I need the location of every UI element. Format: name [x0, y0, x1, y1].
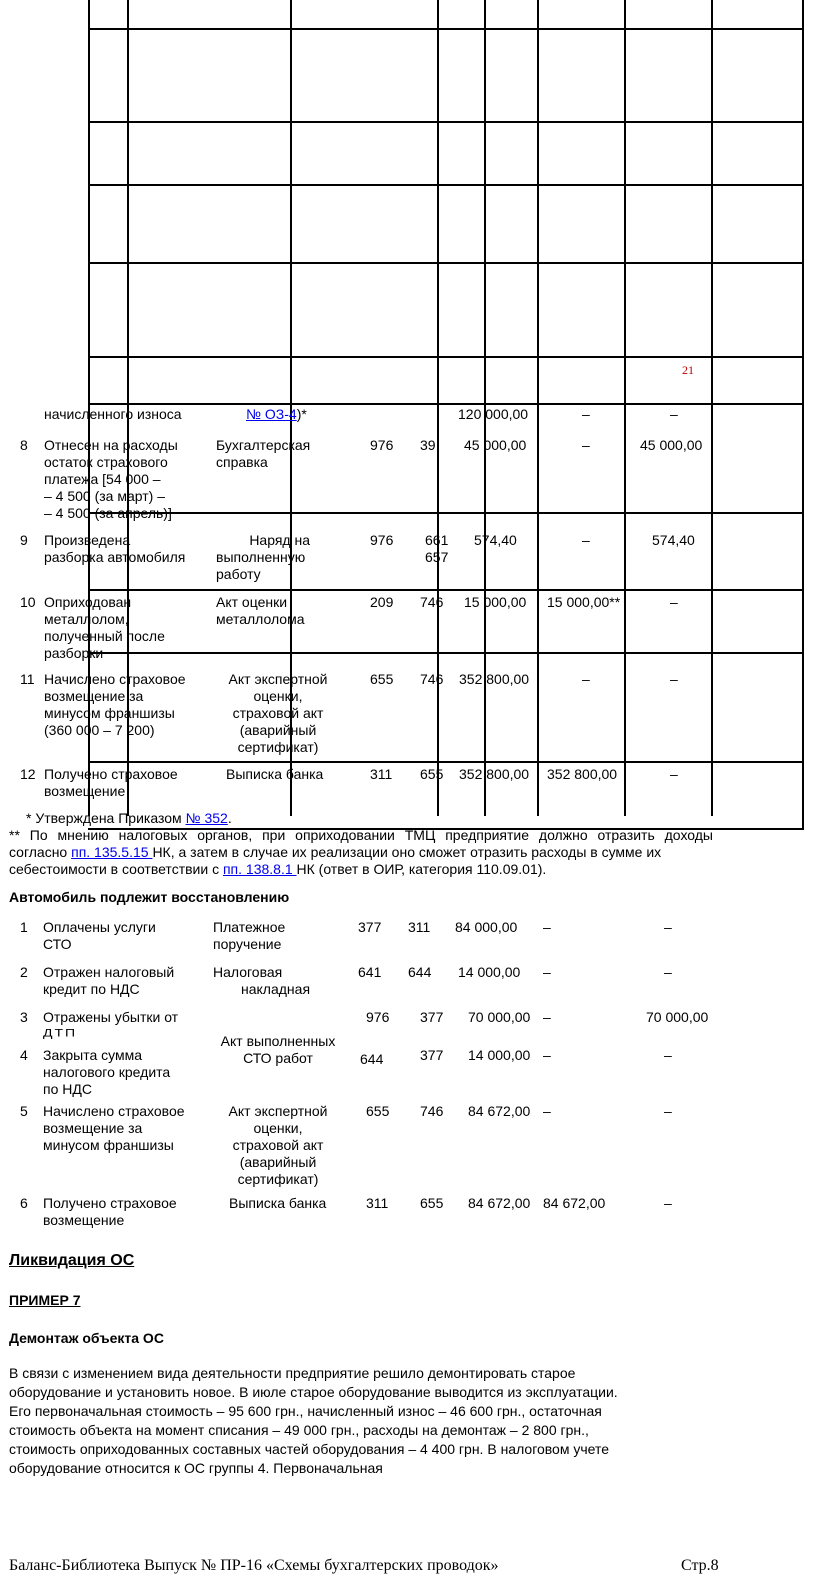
cell-num: 10 — [20, 594, 36, 610]
cell-num: 2 — [20, 964, 28, 980]
cell-doc: Платежное поручение — [213, 919, 286, 952]
cell-dt: 976 — [370, 532, 394, 548]
cell-kt-sum: 70 000,00 — [646, 1009, 709, 1025]
cell-num: 5 — [20, 1103, 28, 1119]
cell-num: 4 — [20, 1047, 28, 1063]
cell-dt: 311 — [370, 766, 393, 782]
cell-kt: 746 — [420, 1103, 444, 1119]
example-paragraph: В связи с изменением вида деятельности предприятие решило демонтировать старое оборудование и установить новое. В июле старое оборудование выводится из эксплуатации. Его первоначальная стоимость – 95 600 грн., начисленный износ – 46 600 грн., остаточная стоимость объекта на момент списания – 49 000 грн., расходы на демонтаж – 2 800 грн., стоимость оприходованных составных частей оборудования – 4 400 грн. В налоговом учете оборудование относится к ОС группы 4. Первоначальная — [9, 1365, 618, 1476]
cell-dt-sum: 352 800,00 — [547, 766, 618, 782]
order-link[interactable]: № 352 — [185, 810, 228, 826]
cell-amount: 15 000,00 — [464, 594, 527, 610]
cell-dt-sum: – — [543, 964, 551, 980]
cell-desc: начисленного износа — [44, 406, 182, 422]
cell-amount: 84 672,00 — [468, 1103, 531, 1119]
cell-kt: 661 657 — [425, 532, 449, 565]
grid-hline — [88, 356, 804, 358]
cell-doc: Акт выполненных СТО работ — [220, 1033, 336, 1066]
cell-doc: № ОЗ-4)* — [246, 406, 307, 422]
cell-num: 3 — [20, 1009, 28, 1025]
grid-hline — [88, 121, 804, 123]
cell-kt: 644 — [408, 964, 432, 980]
cell-desc: Получено страховое возмещение — [44, 766, 178, 799]
cell-desc: Оплачены услуги СТО — [43, 919, 156, 952]
example-subtitle: Демонтаж объекта ОС — [9, 1330, 164, 1346]
cell-kt-sum: 45 000,00 — [640, 437, 703, 453]
cell-doc: Акт экспертной оценки, страховой акт (аварийный сертификат) — [228, 1103, 328, 1187]
cell-amount: 574,40 — [474, 532, 517, 548]
cell-dt-sum: – — [543, 1047, 551, 1063]
cell-kt-sum: – — [670, 671, 678, 687]
cell-doc: Бухгалтерская справка — [216, 437, 311, 470]
grid-hline — [88, 403, 804, 405]
cell-kt-sum: – — [664, 919, 672, 935]
cell-dt-sum: – — [543, 919, 551, 935]
cell-kt-sum: – — [664, 1103, 672, 1119]
cell-desc: Оприходован металлолом, полученный после разборки — [44, 594, 165, 661]
tax-code-link[interactable]: пп. 138.8.1 — [222, 861, 297, 877]
cell-doc: Акт оценки металлолома — [216, 594, 305, 627]
grid-hline — [88, 512, 804, 514]
doc-link[interactable]: № ОЗ-4 — [246, 406, 297, 422]
cell-dt-sum: 15 000,00** — [547, 594, 621, 610]
cell-doc: Налоговая накладная — [213, 964, 311, 997]
grid-hline — [88, 761, 804, 763]
cell-dt-sum: – — [582, 532, 590, 548]
grid-hline — [88, 28, 804, 30]
cell-dt-sum: – — [582, 437, 590, 453]
cell-dt-sum: – — [582, 406, 590, 422]
cell-num: 11 — [20, 671, 35, 687]
cell-kt-sum: – — [670, 766, 678, 782]
cell-num: 9 — [20, 532, 28, 548]
grid-hline — [88, 184, 804, 186]
cell-desc: Начислено страховое возмещение за минусом франшизы — [43, 1103, 185, 1153]
cell-amount: 352 800,00 — [459, 766, 530, 782]
cell-kt: 377 — [420, 1047, 444, 1063]
grid-hline — [88, 589, 804, 591]
cell-dt: 976 — [370, 437, 394, 453]
cell-amount: 84 000,00 — [455, 919, 518, 935]
cell-amount: 45 000,00 — [464, 437, 527, 453]
footer-title: Баланс-Библиотека Выпуск № ПР-16 «Схемы бухгалтерских проводок» — [9, 1557, 499, 1574]
cell-desc: Отражен налоговый кредит по НДС — [43, 964, 175, 997]
cell-kt-sum: – — [664, 1047, 672, 1063]
grid-hline — [88, 652, 804, 654]
cell-dt-sum: – — [543, 1009, 551, 1025]
cell-amount: 120 000,00 — [458, 406, 529, 422]
grid-vline — [802, 0, 804, 830]
cell-dt: 655 — [370, 671, 394, 687]
cell-desc: Произведена разборка автомобиля — [44, 532, 186, 565]
cell-dt: 209 — [370, 594, 394, 610]
cell-doc: Акт экспертной оценки, страховой акт (аварийный сертификат) — [228, 671, 328, 755]
cell-dt: 311 — [366, 1195, 389, 1211]
cell-num: 1 — [20, 919, 28, 935]
cell-amount: 14 000,00 — [458, 964, 521, 980]
grid-hline — [88, 262, 804, 264]
cell-dt: 644 — [360, 1051, 384, 1067]
cell-dt-sum: 84 672,00 — [543, 1195, 606, 1211]
cell-amount: 14 000,00 — [468, 1047, 531, 1063]
footnote-1: * Утверждена Приказом № 352. — [26, 810, 232, 826]
section-heading: Автомобиль подлежит восстановлению — [9, 889, 290, 905]
cell-amount: 352 800,00 — [459, 671, 530, 687]
cell-kt: 746 — [420, 671, 444, 687]
cell-desc: Отражены убытки от ДТП — [43, 1009, 179, 1039]
cell-amount: 70 000,00 — [468, 1009, 531, 1025]
cell-kt: 39 — [420, 437, 436, 453]
cell-kt-sum: – — [664, 964, 672, 980]
cell-kt: 746 — [420, 594, 444, 610]
cell-dt: 377 — [358, 919, 382, 935]
cell-kt: 377 — [420, 1009, 444, 1025]
cell-kt: 655 — [420, 766, 444, 782]
cell-kt-sum: 574,40 — [652, 532, 695, 548]
cell-desc: Отнесен на расходы остаток страхового платежа [54 000 – – 4 500 (за март) – – 4 500 (за апрель)] — [44, 437, 178, 521]
cell-kt: 655 — [420, 1195, 444, 1211]
footnote-2: ** По мнению налоговых органов, при оприходовании ТМЦ предприятие должно отразить доходы согласно пп. 135.5.15 НК, а затем в случае их реализации оно сможет отразить расходы в сумме их себестоимости в соответствии с пп. 138.8.1 НК (ответ в ОИР, категория 110.09.01). — [9, 827, 713, 877]
footer-page: Стр.8 — [681, 1557, 719, 1574]
cell-kt-sum: – — [670, 406, 678, 422]
cell-dt-sum: – — [582, 671, 590, 687]
page-number-mark: 21 — [682, 363, 694, 377]
cell-num: 8 — [20, 437, 28, 453]
cell-dt-sum: – — [543, 1103, 551, 1119]
cell-desc: Начислено страховое возмещение за минусом франшизы (360 000 – 7 200) — [44, 671, 186, 738]
cell-doc: Выписка банка — [226, 766, 324, 782]
cell-kt: 311 — [408, 919, 431, 935]
cell-desc: Получено страховое возмещение — [43, 1195, 177, 1228]
cell-dt: 655 — [366, 1103, 390, 1119]
cell-dt: 976 — [366, 1009, 390, 1025]
cell-kt-sum: – — [664, 1195, 672, 1211]
cell-amount: 84 672,00 — [468, 1195, 531, 1211]
cell-doc: Выписка банка — [229, 1195, 327, 1211]
cell-doc: Наряд на выполненную работу — [216, 532, 310, 582]
cell-desc: Закрыта сумма налогового кредита по НДС — [43, 1047, 171, 1097]
tax-code-link[interactable]: пп. 135.5.15 — [71, 844, 153, 860]
cell-num: 12 — [20, 766, 36, 782]
section-title: Ликвидация ОС — [9, 1252, 135, 1269]
cell-kt-sum: – — [670, 594, 678, 610]
example-title: ПРИМЕР 7 — [9, 1292, 81, 1308]
cell-num: 6 — [20, 1195, 28, 1211]
cell-dt: 641 — [358, 964, 382, 980]
